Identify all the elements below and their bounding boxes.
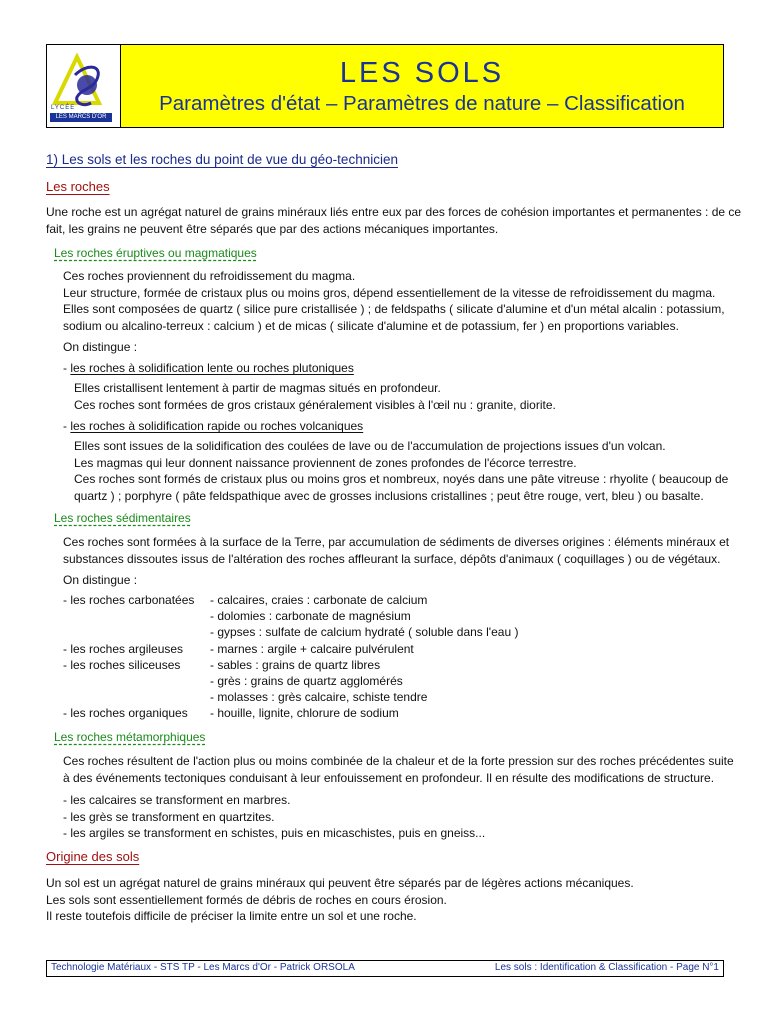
list-item: - les calcaires se transforment en marbres. (63, 793, 291, 807)
on-distingue: On distingue : (63, 340, 138, 354)
text-line: Il reste toutefois difficile de préciser la limite entre un sol et une roche. (46, 909, 417, 923)
table-row (0, 674, 768, 690)
text-line: substances dissoutes issus de l'altération des roches affleurant la surface, dépôts d'animaux ( coquillages ) ou de végétaux. (63, 551, 721, 566)
logo-small-text: LYCÉE (51, 105, 76, 111)
text-line: Les sols sont essentiellement formés de débris de roches en cours érosion. (46, 892, 447, 907)
table-row (0, 625, 768, 641)
paragraph-sedimentaires (63, 534, 729, 567)
text-line: Les magmas qui leur donnent naissance proviennent de zones profondes de l'écorce terrestre. (74, 455, 577, 470)
footer-left: Technologie Matériaux - STS TP - Les Marcs d'Or - Patrick ORSOLA (51, 962, 355, 973)
page-footer (46, 960, 724, 977)
table-cell: - les roches siliceuses (63, 657, 181, 672)
text-line: Ces roches sont formées à la surface de la Terre, par accumulation de sédiments de diverses origines : éléments minéraux et (63, 535, 730, 549)
table-cell: - sables : grains de quartz libres (210, 657, 381, 672)
heading-origine-des-sols: Origine des sols (46, 849, 140, 864)
text-line: sodium ou alcalino-terreux : calcium ) et de micas ( silicate d'alumine et de potassium, fer ) en proportions variables. (63, 318, 679, 333)
text-line: Ces roches proviennent du refroidissement du magma. (63, 269, 356, 283)
logo-text: LES MARCS D'OR (50, 113, 112, 122)
text-line: Ces roches sont formées de gros cristaux généralement visibles à l'œil nu : granite, diorite. (74, 397, 556, 412)
text-line: fait, les grains ne peuvent être séparés que par des actions mécaniques importantes. (46, 221, 499, 236)
table-row (0, 609, 768, 625)
page-subtitle: Paramètres d'état – Paramètres de nature – Classification (159, 92, 685, 115)
text-line: à des événements tectoniques conduisant à leur enfouissement en profondeur. Il en résulte des modifications de structure. (63, 770, 715, 785)
page-header (46, 44, 724, 128)
volcaniques-label: les roches à solidification rapide ou roches volcaniques (70, 419, 364, 433)
paragraph-origine (46, 875, 634, 925)
text-line: Elles cristallisent lentement à partir de magmas situés en profondeur. (74, 381, 441, 395)
table-row (0, 706, 768, 722)
metamorphic-list (63, 792, 485, 842)
paragraph-eruptives (63, 268, 725, 334)
school-logo (47, 45, 121, 127)
table-row (0, 593, 768, 609)
table-cell: - les roches carbonatées (63, 593, 195, 607)
text-line: Un sol est un agrégat naturel de grains minéraux qui peuvent être séparés par de légères actions mécaniques. (46, 876, 634, 890)
volcaniques-title: - les roches à solidification rapide ou roches volcaniques (63, 419, 364, 433)
table-cell: - les roches organiques (63, 706, 188, 721)
text-line: Elles sont composées de quartz ( silice pure cristallisée ) ; de feldspaths ( silicate d'alumine et d'un métal alcalin : potassium, (63, 302, 725, 316)
plutoniques-title: - les roches à solidification lente ou roches plutoniques (63, 361, 354, 375)
table-cell: - molasses : grès calcaire, schiste tendre (210, 690, 428, 705)
text-line: Leur structure, formée de cristaux plus ou moins gros, dépend essentiellement de la vitesse de refroidissement du magma. (63, 285, 716, 300)
heading-les-roches: Les roches (46, 179, 110, 194)
paragraph-metamorphiques (63, 753, 734, 786)
table-cell: - marnes : argile + calcaire pulvérulent (210, 641, 414, 656)
text-line: quartz ) ; porphyre ( pâte feldspathique avec de grosses inclusions cristallines ; peut être rouge, vert, bleu ) ou basalte. (74, 488, 704, 503)
table-cell: - houille, lignite, chlorure de sodium (210, 706, 399, 721)
heading-roches-metamorphiques: Les roches métamorphiques (54, 730, 206, 744)
on-distingue: On distingue : (63, 573, 138, 587)
paragraph-volcaniques (74, 438, 728, 504)
table-row (0, 658, 768, 674)
paragraph-roches (46, 204, 741, 237)
list-item: - les argiles se transforment en schistes, puis en micaschistes, puis en gneiss... (63, 826, 486, 840)
text-line: Une roche est un agrégat naturel de grains minéraux liés entre eux par des forces de cohésion importantes et permanentes : de ce (46, 205, 742, 219)
paragraph-plutoniques (74, 380, 556, 413)
title-box (121, 45, 723, 127)
list-item: - les grès se transforment en quartzites. (63, 809, 275, 824)
text-line: Ces roches résultent de l'action plus ou moins combinée de la chaleur et de la forte pression sur des roches précédentes suite (63, 754, 734, 768)
section-heading: 1) Les sols et les roches du point de vue du géo-technicien (46, 152, 398, 167)
table-cell: - les roches argileuses (63, 641, 184, 656)
plutoniques-label: les roches à solidification lente ou roches plutoniques (70, 361, 354, 375)
table-cell: - grès : grains de quartz agglomérés (210, 673, 403, 688)
sedimentary-table (0, 593, 768, 723)
table-row (0, 642, 768, 658)
footer-right: Les sols : Identification & Classification - Page N°1 (494, 962, 719, 973)
table-cell: - gypses : sulfate de calcium hydraté ( soluble dans l'eau ) (210, 625, 519, 640)
heading-roches-eruptives: Les roches éruptives ou magmatiques (54, 246, 257, 260)
text-line: Ces roches sont formés de cristaux plus ou moins gros et nombreux, noyés dans une pâte vitreuse : rhyolite ( beaucoup de (74, 472, 729, 486)
page-title: LES SOLS (339, 57, 505, 89)
table-cell: - calcaires, craies : carbonate de calcium (210, 593, 428, 607)
table-cell: - dolomies : carbonate de magnésium (210, 609, 411, 624)
heading-roches-sedimentaires: Les roches sédimentaires (54, 511, 191, 525)
table-row (0, 690, 768, 706)
text-line: Elles sont issues de la solidification des coulées de lave ou de l'accumulation de projections issues d'un volcan. (74, 439, 666, 453)
